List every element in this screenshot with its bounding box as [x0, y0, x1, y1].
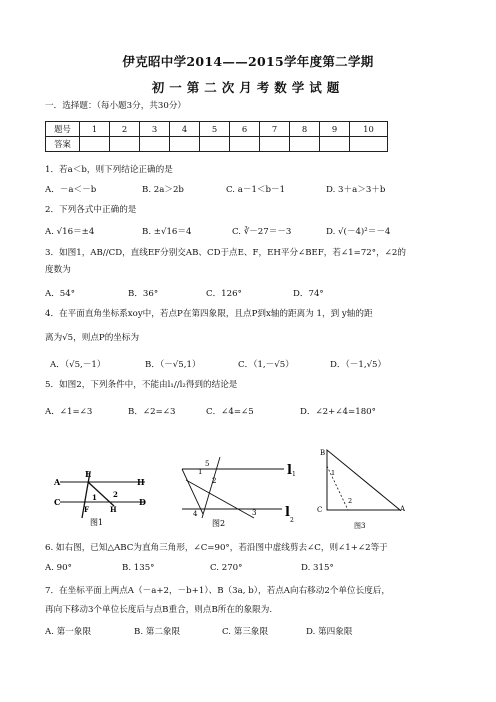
question-7-stem: 7．在坐标平面上两点A（－a+2，－b+1）、B（3a, b），若点A向右移动2个单位长度后， [45, 586, 390, 596]
answer-cell[interactable] [80, 137, 110, 152]
answer-cell[interactable] [260, 137, 290, 152]
q1-option-b: B. 2a＞2b [142, 185, 184, 195]
fig2-line-label: l [285, 505, 290, 520]
fig1-label: A [54, 477, 61, 487]
q6-option-d: D. 315° [301, 563, 334, 573]
q2-option-b: B. ±√16＝4 [142, 227, 192, 237]
table-row [46, 122, 388, 137]
fig2-line-label: l [287, 463, 292, 478]
q1-option-d: D. 3＋a＞3＋b [326, 185, 386, 195]
question-3-stem-cont: 度数为 [45, 265, 71, 275]
q1-option-a: A．－a＜－b [45, 185, 97, 195]
q5-option-c: C．∠4=∠5 [206, 407, 254, 417]
answer-cell[interactable] [290, 137, 320, 152]
question-6-stem: 6. 如右图，已知△ABC为直角三角形，∠C=90°，若沿图中虚线剪去∠C，则∠1+∠2等于 [45, 543, 388, 553]
q4-option-a: A．（√5,－1） [50, 360, 106, 370]
fig1-label: F [84, 505, 89, 514]
table-cell: 题号 [46, 122, 80, 137]
q6-option-a: A. 90° [45, 563, 72, 573]
figure-3 [312, 444, 412, 534]
q6-option-b: B. 135° [122, 563, 155, 573]
answer-cell[interactable] [320, 137, 350, 152]
q5-option-b: B．∠2=∠3 [128, 407, 176, 417]
fig2-label: 1 [198, 468, 203, 476]
q4-option-b: B．（－√5,1） [145, 360, 201, 370]
question-4-stem: 4．在平面直角坐标系xoy中，若点P在第四象限，且点P到x轴的距离为 1，到 y轴的距 [45, 309, 373, 319]
q7-option-b: B. 第二象限 [134, 627, 181, 637]
exam-school-title: 伊克昭中学2014——2015学年度第二学期 [122, 54, 374, 69]
table-cell: 4 [170, 122, 200, 137]
fig1-label: H [137, 477, 145, 487]
q2-option-c: C. ∛－27＝－3 [232, 227, 292, 237]
q7-option-a: A. 第一象限 [45, 627, 92, 637]
fig1-label: 1 [92, 493, 97, 502]
q4-option-d: D．（－1,√5） [330, 360, 387, 370]
fig3-label: B [320, 449, 326, 457]
table-cell: 9 [320, 122, 350, 137]
q3-option-d: D．74° [293, 289, 324, 299]
fig2-label: 2 [212, 477, 217, 485]
answer-cell[interactable] [140, 137, 170, 152]
q3-option-c: C．126° [206, 289, 242, 299]
exam-subtitle: 初一第二次月考数学试题 [151, 80, 345, 95]
table-cell: 6 [230, 122, 260, 137]
q5-option-a: A．∠1=∠3 [45, 407, 93, 417]
fig1-label: C [54, 497, 61, 507]
fig2-label: 3 [252, 509, 257, 517]
table-cell: 5 [200, 122, 230, 137]
fig2-label: 5 [205, 460, 210, 468]
q7-option-c: C. 第三象限 [222, 627, 269, 637]
figure-1-caption: 图1 [90, 518, 104, 527]
question-1-stem: 1．若a＜b，则下列结论正确的是 [45, 165, 173, 175]
answer-cell[interactable] [170, 137, 200, 152]
figure-1 [52, 462, 162, 528]
section-heading: 一．选择题：（每小题3分，共30分） [45, 101, 187, 111]
table-row [46, 137, 388, 152]
answer-cell[interactable] [350, 137, 388, 152]
question-5-stem: 5．如图2，下列条件中，不能由l₁//l₂得到的结论是 [45, 380, 238, 390]
q2-option-a: A. √16＝±4 [45, 227, 95, 237]
fig2-label: 4 [193, 510, 198, 518]
fig1-label: E [85, 469, 92, 479]
figure-2-caption: 图2 [212, 519, 226, 528]
figure-3-caption: 图3 [354, 522, 366, 530]
table-cell: 2 [110, 122, 140, 137]
question-3-stem: 3．如图1，AB//CD，直线EF分别交AB、CD于点E、F，EH平分∠BEF，若∠1=72°，∠2的 [45, 248, 406, 258]
table-cell: 7 [260, 122, 290, 137]
fig3-label: C [317, 506, 323, 514]
fig1-label: D [139, 497, 146, 507]
q3-option-a: A．54° [45, 289, 76, 299]
q2-option-d: D. √(－4)²＝－4 [326, 227, 391, 237]
fig3-label: 1 [331, 469, 336, 477]
answer-cell[interactable] [200, 137, 230, 152]
q1-option-c: C. a－1＜b－1 [226, 185, 286, 195]
fig2-line-subscript: 1 [292, 471, 296, 478]
question-2-stem: 2．下列各式中正确的是 [45, 205, 137, 215]
table-cell: 1 [80, 122, 110, 137]
fig3-label: A [400, 505, 406, 513]
table-cell: 8 [290, 122, 320, 137]
table-cell: 10 [350, 122, 388, 137]
fig1-label: H [110, 505, 117, 514]
q3-option-b: B．36° [128, 289, 159, 299]
figure-2 [172, 452, 300, 528]
question-4-stem-cont: 离为√5，则点P的坐标为 [45, 333, 140, 343]
fig2-line-subscript: 2 [290, 517, 294, 524]
question-7-stem-cont: 再向下移动3个单位长度后与点B重合，则点B所在的象限为. [45, 605, 273, 615]
answer-cell[interactable] [110, 137, 140, 152]
q6-option-c: C. 270° [210, 563, 243, 573]
table-cell: 答案 [46, 137, 80, 152]
answer-cell[interactable] [230, 137, 260, 152]
answer-table [45, 121, 388, 152]
fig1-label: 2 [113, 490, 118, 499]
q4-option-c: C．（1,－√5） [238, 360, 294, 370]
fig3-label: 2 [348, 497, 353, 505]
q5-option-d: D．∠2+∠4=180° [300, 407, 376, 417]
q7-option-d: D. 第四象限 [306, 627, 353, 637]
table-cell: 3 [140, 122, 170, 137]
